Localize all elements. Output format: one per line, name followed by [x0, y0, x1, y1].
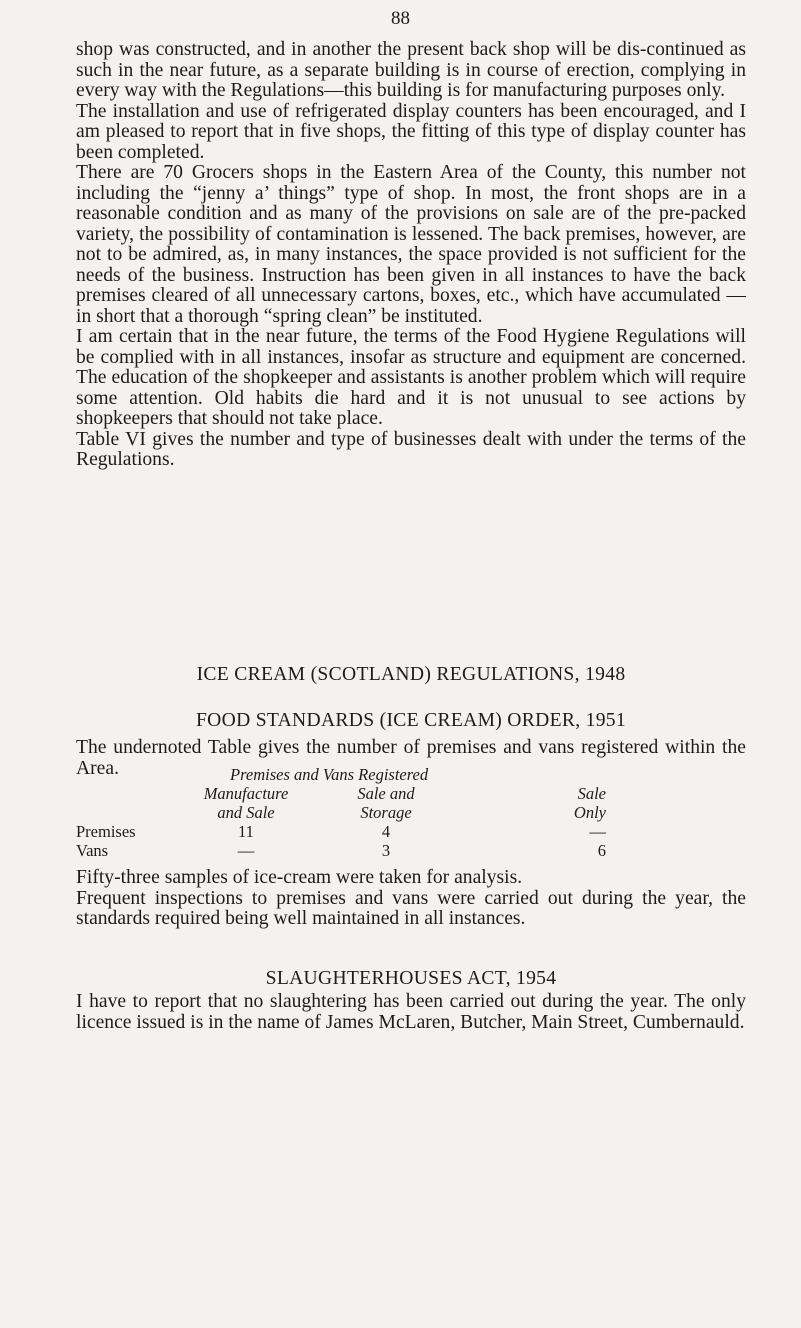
- column-header: Storage: [360, 803, 412, 822]
- paragraph: I am certain that in the near future, the terms of the Food Hygiene Regulations will be complied with in all instances, insofar as structure and equipment are concerned. The education of the shopkeeper and assistants is another problem which will require some attention. Old habits die hard and it is not unusual to see actions by shopkeepers that should not take place.: [76, 326, 746, 429]
- table-caption: Premises and Vans Registered: [230, 765, 429, 784]
- paragraph: Frequent inspections to premises and vans were carried out during the year, the standards required being well maintained in all instances.: [76, 887, 746, 929]
- ice-cream-heading: ICE CREAM (SCOTLAND) REGULATIONS, 1948: [196, 664, 626, 685]
- table-cell: —: [589, 822, 606, 841]
- table-cell: 4: [381, 822, 391, 841]
- column-header: Manufacture: [203, 784, 289, 803]
- page-number: 88: [391, 8, 410, 29]
- paragraph: There are 70 Grocers shops in the Eastern Area of the County, this number not including the “jenny a’ things” type of shop. In most, the front shops are in a reasonable condition and as many of the provisions on sale are of the pre-packed variety, the possibility of contamination is lessened. The back premises, however, are not to be admired, as, in many instances, the space provided is not sufficient for the needs of the business. Instruction has been given in all instances to have the back premises cleared of all unnecessary cartons, boxes, etc., which have accumulated —in short that a thorough “spring clean” be instituted.: [76, 162, 746, 327]
- column-header: Sale: [577, 784, 606, 803]
- food-standards-heading: FOOD STANDARDS (ICE CREAM) ORDER, 1951: [195, 710, 627, 731]
- paragraph: I have to report that no slaughtering has been carried out during the year. The only licence issued is in the name of James McLaren, Butcher, Main Street, Cumbernauld.: [76, 991, 746, 1033]
- table-cell: 6: [597, 841, 606, 860]
- intro-section: [76, 40, 746, 471]
- paragraph: shop was constructed, and in another the present back shop will be dis-continued as such in the near future, as a separate building is in course of erection, complying in every way with the Regulations—this building is for manufacturing purposes only.: [76, 39, 746, 101]
- registration-table: [76, 765, 610, 860]
- slaughterhouses-heading: SLAUGHTERHOUSES ACT, 1954: [265, 968, 557, 989]
- column-header: Only: [573, 803, 606, 822]
- slaughterhouses-section: [76, 992, 746, 1033]
- paragraph: The installation and use of refrigerated display counters has been encouraged, and I am pleased to report that in five shops, the fitting of this type of display counter has been completed.: [76, 100, 746, 163]
- table-row: [76, 841, 610, 860]
- column-header: and Sale: [217, 803, 275, 822]
- table-cell: 3: [381, 841, 391, 860]
- table-row: [76, 822, 610, 841]
- paragraph: The undernoted Table gives the number of premises and vans registered within the Area.: [76, 737, 746, 779]
- table-cell: —: [237, 841, 255, 860]
- table-cell: 11: [238, 822, 254, 841]
- column-header: Sale and: [357, 784, 415, 803]
- paragraph: Table VI gives the number and type of businesses dealt with under the terms of the Regulations.: [76, 428, 746, 470]
- ice-cream-followup: [76, 868, 746, 930]
- paragraph: Fifty-three samples of ice-cream were taken for analysis.: [76, 867, 523, 888]
- row-label: Premises: [76, 822, 136, 841]
- row-label: Vans: [76, 841, 109, 860]
